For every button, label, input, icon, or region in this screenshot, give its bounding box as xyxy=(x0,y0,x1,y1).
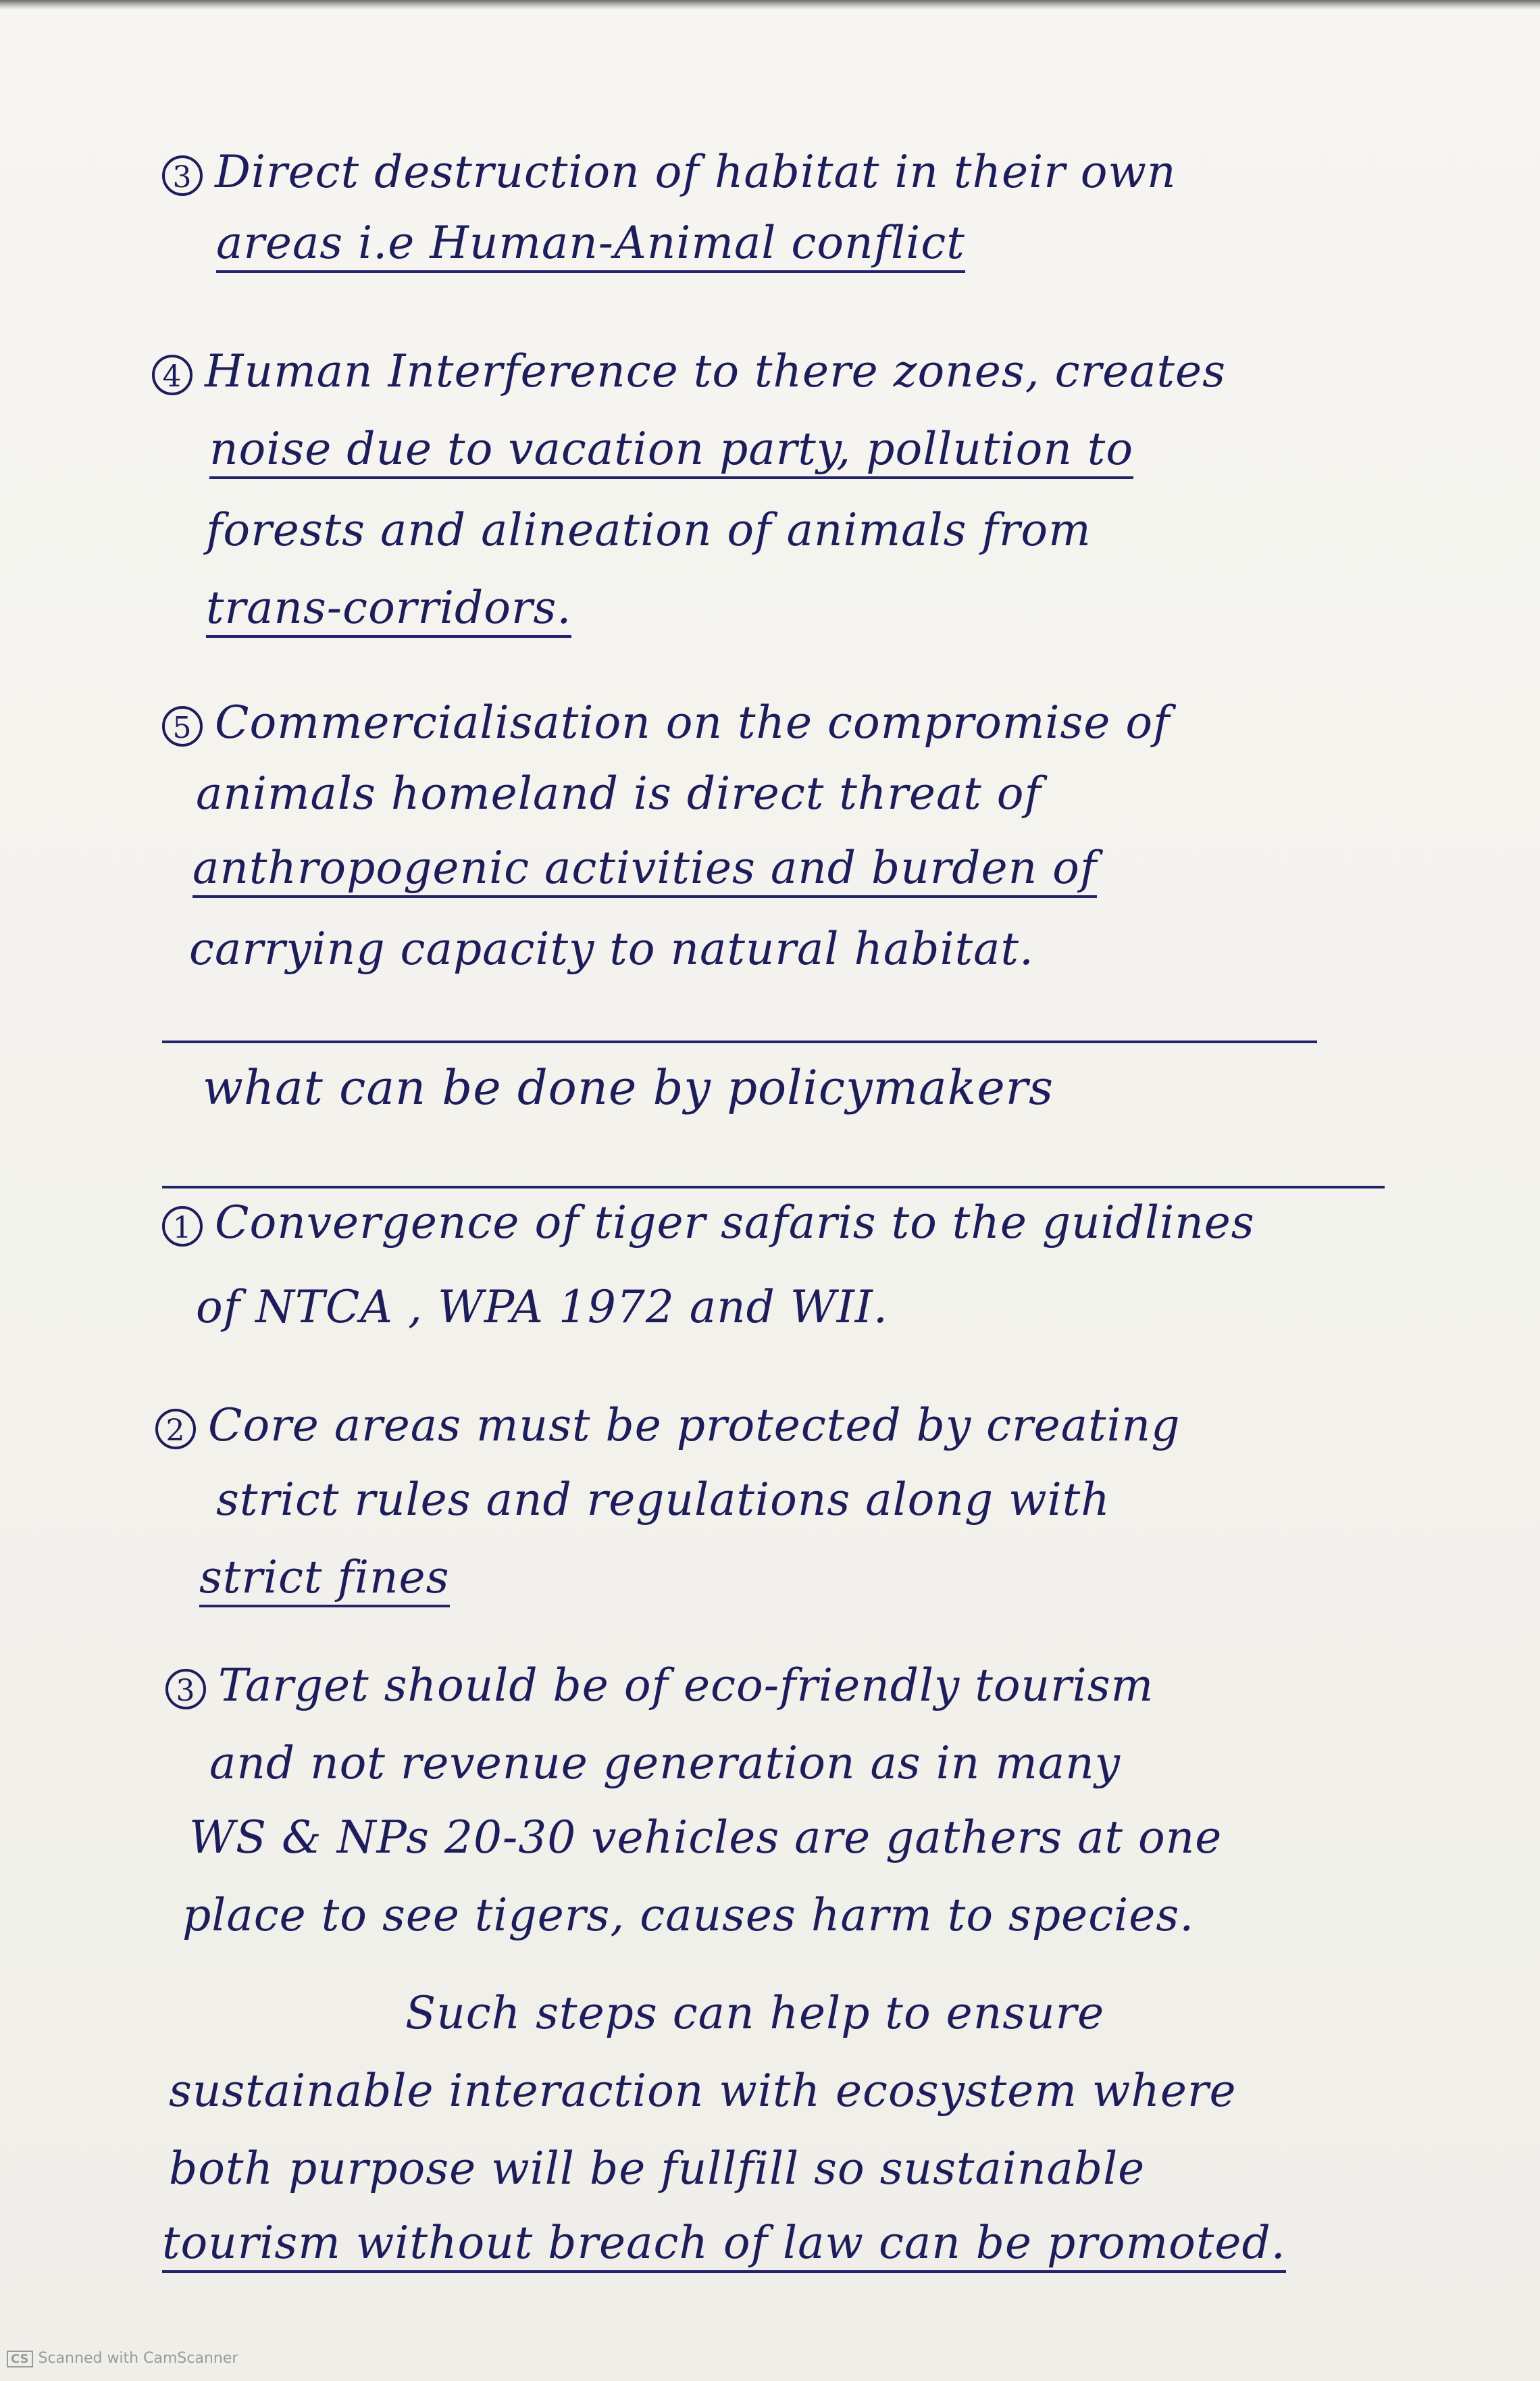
conclusion-line-1: Such steps can help to ensure xyxy=(405,1987,1105,2039)
policy-2-line-2: strict rules and regulations along with xyxy=(216,1474,1110,1526)
point-number: 3 xyxy=(165,1669,206,1709)
section-heading: what can be done by policymakers xyxy=(203,1060,1054,1116)
point-4-line-3: forests and alineation of animals from xyxy=(206,504,1092,556)
divider-top xyxy=(162,1041,1317,1043)
point-5-line-3: anthropogenic activities and burden of xyxy=(192,841,1097,895)
policy-1-line-1: 1 Convergence of tiger safaris to the guidlines xyxy=(162,1196,1255,1250)
point-4-line-2: noise due to vacation party, pollution to xyxy=(209,422,1133,476)
policy-2-line-1: 2 Core areas must be protected by creating xyxy=(155,1399,1180,1453)
policy-3-line-4: place to see tigers, causes harm to species. xyxy=(182,1889,1195,1941)
conclusion-line-4: tourism without breach of law can be promoted. xyxy=(162,2216,1286,2270)
point-number: 4 xyxy=(152,355,192,395)
point-3-line-2: areas i.e Human-Animal conflict xyxy=(216,216,965,270)
point-3-line-1: 3 Direct destruction of habitat in their own xyxy=(162,145,1176,199)
point-number: 5 xyxy=(162,706,203,747)
policy-3-line-3: WS & NPs 20-30 vehicles are gathers at one xyxy=(189,1811,1223,1863)
policy-3-line-1: 3 Target should be of eco-friendly tourism xyxy=(165,1659,1154,1713)
camscanner-logo-icon: CS xyxy=(7,2351,33,2367)
point-5-line-2: animals homeland is direct threat of xyxy=(196,768,1042,820)
point-5-line-4: carrying capacity to natural habitat. xyxy=(189,923,1035,975)
point-5-line-1: 5 Commercialisation on the compromise of xyxy=(162,696,1171,750)
policy-2-line-3: strict fines xyxy=(199,1551,450,1605)
conclusion-line-3: both purpose will be fullfill so sustainable xyxy=(169,2142,1146,2195)
point-4-line-4: trans-corridors. xyxy=(206,581,571,635)
point-4-line-1: 4 Human Interference to there zones, creates xyxy=(152,345,1226,399)
conclusion-line-2: sustainable interaction with ecosystem where xyxy=(169,2065,1237,2117)
point-number: 3 xyxy=(162,155,203,196)
policy-3-line-2: and not revenue generation as in many xyxy=(209,1737,1121,1789)
point-number: 2 xyxy=(155,1409,196,1449)
divider-bottom xyxy=(162,1186,1385,1188)
policy-1-line-2: of NTCA , WPA 1972 and WII. xyxy=(196,1281,888,1333)
scan-top-edge xyxy=(0,0,1540,9)
camscanner-watermark: CS Scanned with CamScanner xyxy=(7,2350,238,2367)
point-number: 1 xyxy=(162,1206,203,1247)
